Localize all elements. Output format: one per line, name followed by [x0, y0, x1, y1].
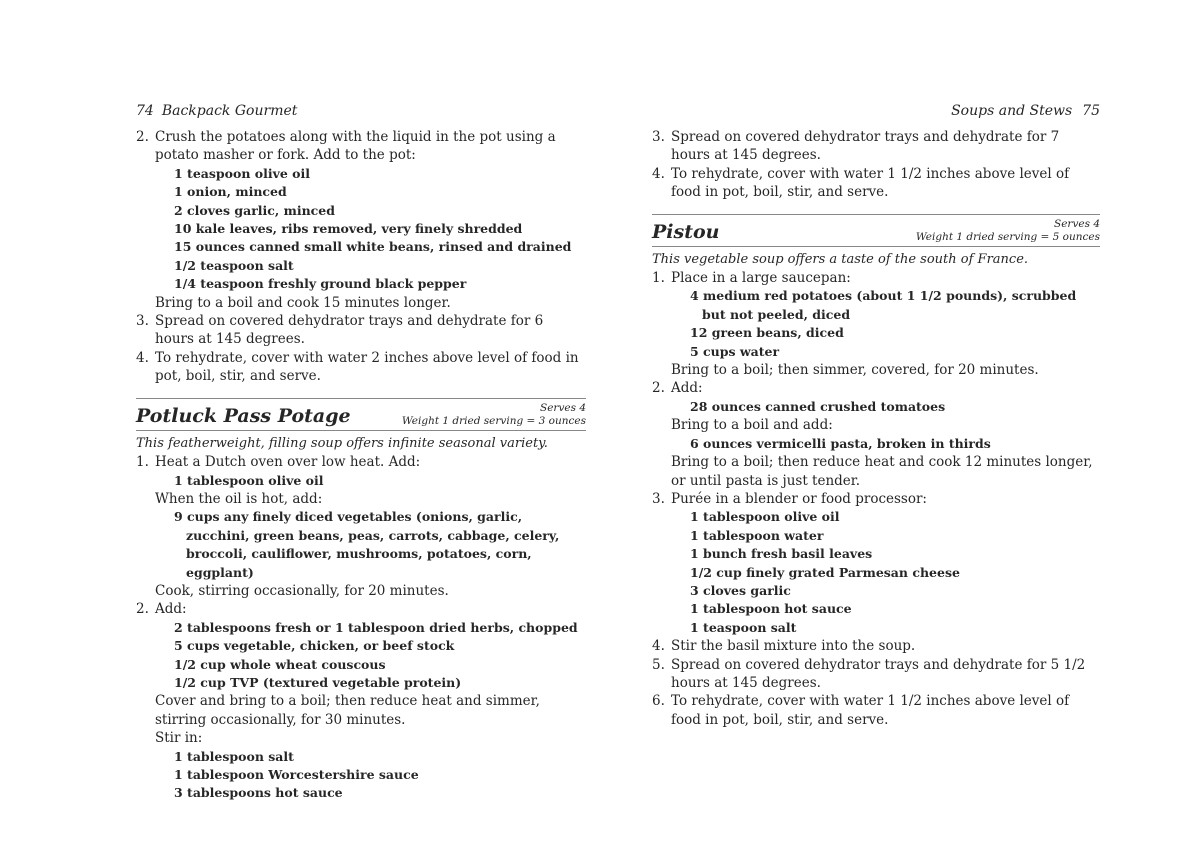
step-item [652, 692, 1100, 729]
ingredient-item: 1/2 cup whole wheat couscous [174, 656, 386, 672]
step-item [652, 637, 1100, 655]
right-page [652, 100, 1100, 729]
ingredient-item: 2 cloves garlic, minced [174, 202, 335, 218]
step-item [136, 312, 586, 349]
page-number-right: 75 [1082, 103, 1100, 119]
recipe-title: Pistou [652, 220, 720, 243]
ingredient-item: 1 teaspoon olive oil [174, 165, 311, 181]
ingredient-item: 3 cloves garlic [690, 582, 791, 598]
ingredient-item: 1 onion, minced [174, 184, 287, 200]
instruction-text: Bring to a boil; then reduce heat and cook 12 minutes longer, or until pasta is just tender. [671, 454, 1093, 489]
step-number: 1. [652, 270, 665, 287]
recipe-intro: This featherweight, filling soup offers infinite seasonal variety. [136, 435, 548, 451]
ingredient-item: 1 tablespoon olive oil [174, 472, 324, 488]
ingredient-item: 15 ounces canned small white beans, rinsed and drained [174, 239, 572, 255]
instruction-text: Cover and bring to a boil; then reduce heat and simmer, stirring occasionally, for 30 minutes. [155, 693, 540, 728]
recipe-meta [916, 218, 1100, 244]
ingredient-item: 1 tablespoon Worcestershire sauce [174, 767, 419, 782]
ingredient-item: 1 tablespoon olive oil [690, 509, 840, 525]
ingredient-item: 6 ounces vermicelli pasta, broken in thirds [690, 435, 991, 451]
ingredient-item: 1 tablespoon salt [174, 748, 294, 764]
step-text: Add: [671, 380, 703, 397]
step-number: 2. [652, 380, 665, 397]
instruction-text: Bring to a boil and cook 15 minutes longer. [155, 294, 451, 311]
step-item [136, 349, 586, 386]
ingredient-item: 1/2 cup TVP (textured vegetable protein) [174, 674, 462, 690]
recipe-weight: Weight 1 dried serving = 5 ounces [915, 230, 1100, 243]
recipe-serves: Serves 4 [1054, 217, 1100, 230]
recipe-intro: This vegetable soup offers a taste of the south of France. [652, 251, 1029, 267]
step-text: To rehydrate, cover with water 1 1/2 inches above level of food in pot, boil, stir, and serve. [671, 693, 1070, 728]
instruction-text: Bring to a boil; then simmer, covered, for 20 minutes. [671, 362, 1039, 379]
step-item [652, 165, 1100, 202]
step-number: 6. [652, 693, 665, 710]
recipe-title: Potluck Pass Potage [136, 404, 351, 427]
step-number: 2. [136, 601, 149, 618]
step-item [652, 490, 1100, 508]
recipe-weight: Weight 1 dried serving = 3 ounces [401, 414, 586, 427]
ingredient-item: 1/2 teaspoon salt [174, 257, 294, 273]
step-item [652, 128, 1100, 165]
step-item [136, 453, 586, 471]
recipe-serves: Serves 4 [540, 401, 586, 414]
step-text: Heat a Dutch oven over low heat. Add: [155, 454, 421, 471]
step-item [652, 379, 1100, 397]
ingredient-item: 2 tablespoons fresh or 1 tablespoon dried herbs, chopped [174, 619, 578, 635]
instruction-text: Stir in: [155, 730, 203, 747]
step-text: Spread on covered dehydrator trays and dehydrate for 6 hours at 145 degrees. [155, 313, 544, 348]
recipe-header [652, 214, 1100, 247]
instruction-text: When the oil is hot, add: [155, 490, 323, 507]
ingredient-item: 1/2 cup finely grated Parmesan cheese [690, 564, 960, 580]
ingredient-item: 5 cups water [690, 343, 780, 359]
ingredient-item: 1 bunch fresh basil leaves [690, 546, 873, 562]
step-number: 3. [652, 490, 665, 507]
step-text: Purée in a blender or food processor: [671, 490, 927, 507]
ingredient-item: 4 medium red potatoes (about 1 1/2 pounds), scrubbed but not peeled, diced [690, 288, 1077, 322]
step-text: Crush the potatoes along with the liquid in the pot using a potato masher or fork. Add to the pot: [155, 129, 556, 164]
running-head-right [652, 100, 1100, 122]
step-text: Place in a large saucepan: [671, 270, 851, 287]
step-number: 3. [652, 129, 665, 145]
running-title-left: Backpack Gourmet [161, 103, 298, 119]
ingredient-item: 12 green beans, diced [690, 325, 844, 341]
left-page [136, 100, 586, 803]
step-item [652, 269, 1100, 287]
step-text: Spread on covered dehydrator trays and dehydrate for 5 1/2 hours at 145 degrees. [671, 656, 1086, 691]
step-text: To rehydrate, cover with water 1 1/2 inches above level of food in pot, boil, stir, and serve. [671, 165, 1070, 201]
step-text: To rehydrate, cover with water 2 inches above level of food in pot, boil, stir, and serve. [155, 349, 579, 385]
step-number: 2. [136, 129, 149, 145]
instruction-text: Bring to a boil and add: [671, 417, 833, 434]
ingredient-item: 5 cups vegetable, chicken, or beef stock [174, 638, 455, 654]
step-item [136, 600, 586, 618]
running-head-left [136, 100, 586, 122]
recipe-meta [402, 402, 586, 428]
ingredient-item: 10 kale leaves, ribs removed, very finely shredded [174, 221, 523, 237]
ingredient-item: 3 tablespoons hot sauce [174, 785, 343, 801]
step-number: 4. [652, 638, 665, 655]
step-number: 1. [136, 454, 149, 471]
recipe-header [136, 398, 586, 431]
step-number: 4. [136, 349, 149, 366]
step-text: Add: [155, 601, 187, 618]
step-number: 3. [136, 313, 149, 330]
step-text: Stir the basil mixture into the soup. [671, 638, 916, 655]
ingredient-item: 1 teaspoon salt [690, 619, 797, 635]
ingredient-item: 1 tablespoon hot sauce [690, 601, 852, 617]
running-title-right: Soups and Stews [951, 103, 1073, 119]
step-number: 5. [652, 656, 665, 673]
page-number-left: 74 [136, 103, 154, 119]
step-number: 4. [652, 165, 665, 182]
ingredient-item: 1 tablespoon water [690, 527, 824, 543]
step-item [652, 656, 1100, 693]
instruction-text: Cook, stirring occasionally, for 20 minutes. [155, 582, 449, 599]
step-item [136, 128, 586, 165]
ingredient-item: 1/4 teaspoon freshly ground black pepper [174, 276, 467, 292]
step-text: Spread on covered dehydrator trays and dehydrate for 7 hours at 145 degrees. [671, 129, 1060, 164]
ingredient-item: 28 ounces canned crushed tomatoes [690, 398, 946, 414]
ingredient-item: 9 cups any finely diced vegetables (onions, garlic, zucchini, green beans, peas, carrots, cabbage, celery, broccoli, cauliflower, mushrooms, potatoes, corn, eggplant) [174, 509, 560, 580]
